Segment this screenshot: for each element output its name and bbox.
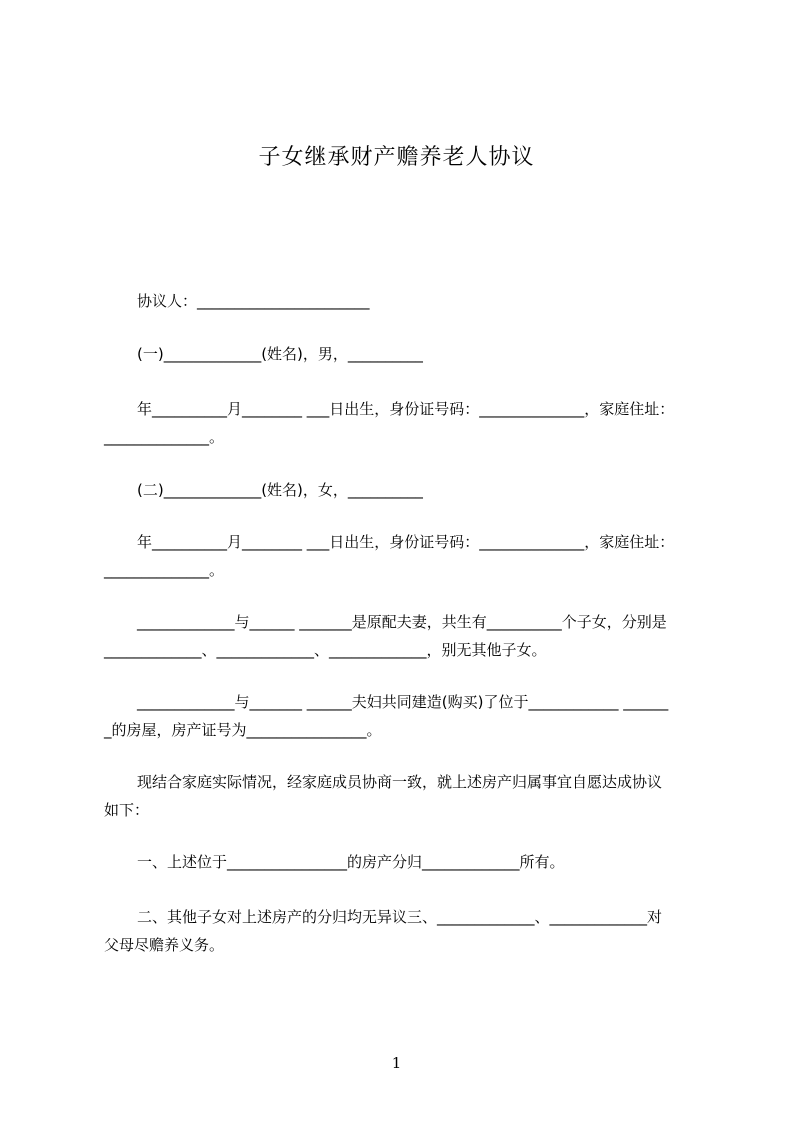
document-title: 子女继承财产赡养老人协议	[258, 145, 535, 170]
property-line: _____________与_______ ______夫妇共同建造(购买)了位于____________ ______	[137, 693, 669, 711]
party-one-birth-line: 年__________月________ ___日出生，身份证号码：______________，家庭住址：	[137, 400, 675, 418]
party-one-address-line: ______________。	[104, 428, 225, 446]
party-one-name-line: (一)_____________(姓名)，男，__________	[137, 345, 423, 363]
property-certificate-line: _的房屋，房产证号为________________。	[104, 721, 382, 739]
marriage-line: _____________与______ _______是原配夫妻，共生有__________个子女，分别是	[137, 613, 667, 631]
clause-two-continuation: 父母尽赡养义务。	[104, 936, 225, 954]
party-heading: 协议人：_______________________	[137, 292, 370, 310]
agreement-intro-continuation: 如下：	[104, 801, 150, 819]
clause-two: 二、其他子女对上述房产的分归均无异议三、_____________、_____________对	[137, 908, 663, 926]
page-number: 1	[391, 1054, 402, 1072]
children-list-line: _____________、_____________、_____________，别无其他子女。	[104, 641, 547, 659]
agreement-intro-line: 现结合家庭实际情况，经家庭成员协商一致，就上述房产归属事宜自愿达成协议	[137, 773, 663, 791]
clause-one: 一、上述位于________________的房产分归_____________所有。	[137, 853, 565, 871]
party-two-name-line: (二)_____________(姓名)，女，__________	[137, 481, 423, 499]
party-two-address-line: ______________。	[104, 561, 225, 579]
party-two-birth-line: 年__________月________ ___日出生，身份证号码：______________，家庭住址：	[137, 533, 675, 551]
